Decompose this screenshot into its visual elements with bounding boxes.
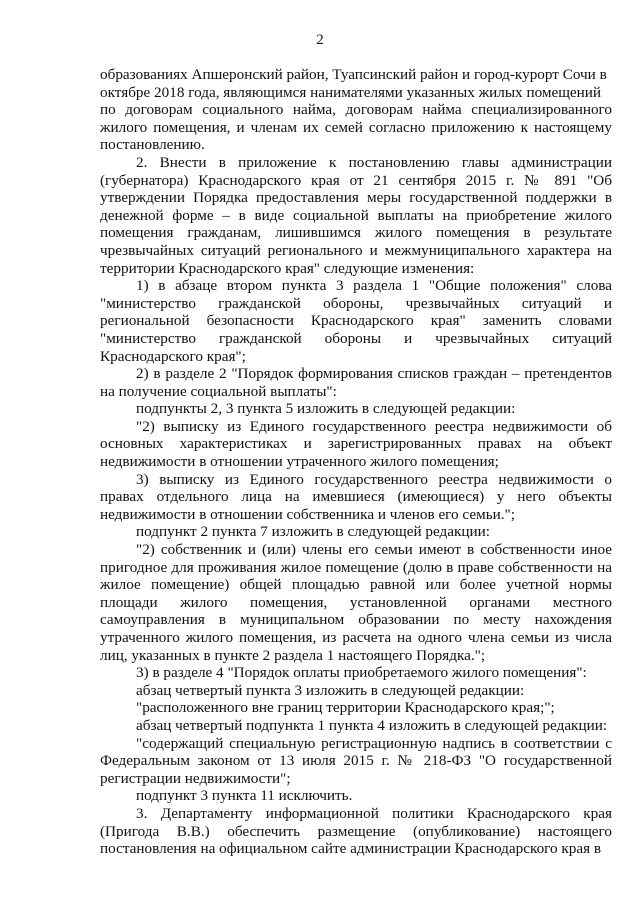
paragraph: подпункт 3 пункта 11 исключить.	[136, 787, 353, 805]
paragraph: 1) в абзаце втором пункта 3 раздела 1 "Общие положения" слова "министерство гражданской обороны, чрезвычайных ситуаций и региональной безопасности Краснодарского края" заменить словами "министерство гражданской обороны и чрезвычайных ситуаций Краснодарского края";	[100, 277, 612, 365]
paragraph: "2) собственник и (или) члены его семьи имеют в собственности иное пригодное для проживания жилое помещение (долю в праве собственности на жилое помещение) общей площадью равной или более учетной нормы площади жилого помещения, установленной органами местного самоуправления в муниципальном образовании по месту нахождения утраченного жилого помещения, из расчета на одного члена семьи из числа лиц, указанных в пункте 2 раздела 1 настоящего Порядка.";	[100, 541, 612, 664]
paragraph: 3. Департаменту информационной политики Краснодарского края (Пригода В.В.) обеспечить размещение (опубликование) настоящего постановления на официальном сайте администрации Краснодарского края в	[100, 804, 612, 858]
paragraph: "2) выписку из Единого государственного реестра недвижимости об основных характеристиках и зарегистрированных правах на объект недвижимости в отношении утраченного жилого помещения;	[100, 417, 612, 471]
paragraph: абзац четвертый подпункта 1 пункта 4 изложить в следующей редакции:	[136, 716, 608, 734]
document-body	[100, 66, 612, 858]
paragraph: "расположенного вне границ территории Краснодарского края;";	[136, 699, 555, 717]
paragraph: абзац четвертый пункта 3 изложить в следующей редакции:	[136, 681, 525, 699]
paragraph: 2) в разделе 2 "Порядок формирования списков граждан – претендентов на получение социальной выплаты":	[100, 365, 612, 400]
paragraph: 3) в разделе 4 "Порядок оплаты приобретаемого жилого помещения":	[136, 664, 587, 682]
page-number: 2	[316, 32, 324, 48]
paragraph: 3) выписку из Единого государственного реестра недвижимости о правах отдельного лица на имевшиеся (имеющиеся) у него объекты недвижимости в отношении собственника и членов его семьи.";	[100, 470, 612, 523]
paragraph: "содержащий специальную регистрационную надпись в соответствии с Федеральным законом от 13 июля 2015 г. № 218-ФЗ "О государственной регистрации недвижимости";	[100, 734, 612, 787]
paragraph: подпункт 2 пункта 7 изложить в следующей редакции:	[136, 523, 490, 541]
paragraph: по договорам социального найма, договорам найма специализированного жилого помещения, и членам их семей согласно приложению к настоящему постановлению.	[100, 101, 612, 154]
paragraph: образованиях Апшеронский район, Туапсинский район и город-курорт Сочи в октябре 2018 года, являющимся нанимателями указанных жилых помещений	[100, 66, 607, 101]
paragraph: подпункты 2, 3 пункта 5 изложить в следующей редакции:	[136, 400, 516, 418]
paragraph: 2. Внести в приложение к постановлению главы администрации (губернатора) Краснодарского края от 21 сентября 2015 г. № 891 "Об утверждении Порядка предоставления меры государственной поддержки в денежной форме – в виде социальной выплаты на приобретение жилого помещения гражданам, лишившимся жилого помещения в результате чрезвычайных ситуаций регионального и межмуниципального характера на территории Краснодарского края" следующие изменения:	[100, 153, 612, 277]
